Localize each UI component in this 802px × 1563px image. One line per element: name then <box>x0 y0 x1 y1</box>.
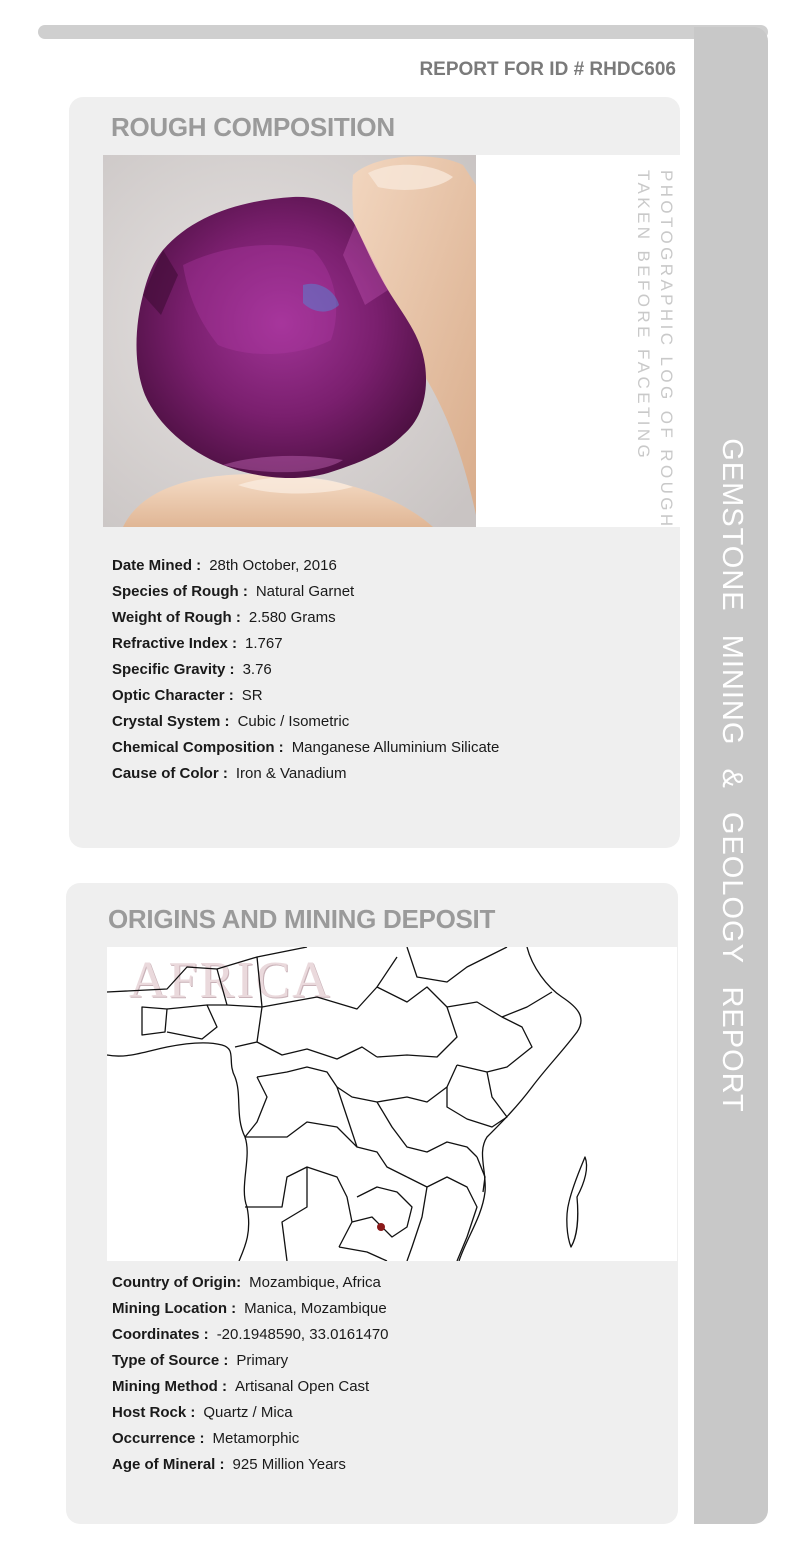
field-refractive-index <box>112 631 499 657</box>
side-title <box>694 27 768 1524</box>
field-label: Host Rock : <box>112 1404 196 1421</box>
origins-title: ORIGINS AND MINING DEPOSIT <box>108 904 496 934</box>
field-label: Type of Source : <box>112 1352 229 1369</box>
report-id-heading: REPORT FOR ID # RHDC606 <box>419 59 676 80</box>
field-species-of-rough <box>112 579 499 605</box>
country-border <box>407 1177 477 1261</box>
country-border <box>245 1077 267 1137</box>
country-border <box>339 1247 387 1261</box>
field-value: Quartz / Mica <box>203 1404 293 1421</box>
field-weight-of-rough <box>112 605 499 631</box>
field-value: Manganese Alluminium Silicate <box>291 739 500 756</box>
gem-photo-illustration <box>103 155 476 527</box>
field-label: Mining Method : <box>112 1378 227 1395</box>
field-value: Artisanal Open Cast <box>234 1378 370 1395</box>
field-occurrence <box>112 1426 389 1452</box>
field-label: Country of Origin: <box>112 1274 242 1291</box>
field-label: Occurrence : <box>112 1430 205 1447</box>
origins-details-list <box>112 1270 389 1478</box>
photo-caption-line2: TAKEN BEFORE FACETING <box>634 170 653 462</box>
field-value: 1.767 <box>245 635 283 652</box>
country-border <box>142 1007 167 1035</box>
field-value: 925 Million Years <box>232 1456 346 1473</box>
madagascar-outline <box>567 1157 587 1247</box>
country-border <box>207 969 227 1005</box>
coastline <box>107 947 581 1261</box>
field-chemical-composition <box>112 735 499 761</box>
country-border <box>257 1065 457 1102</box>
country-border <box>167 1005 217 1039</box>
photo-caption <box>630 170 680 530</box>
field-label: Date Mined : <box>112 557 202 574</box>
country-border <box>107 947 307 992</box>
rough-details-list <box>112 553 499 787</box>
field-type-of-source <box>112 1348 389 1374</box>
field-label: Age of Mineral : <box>112 1456 225 1473</box>
country-border <box>407 1187 427 1261</box>
field-host-rock <box>112 1400 389 1426</box>
field-label: Specific Gravity : <box>112 661 235 678</box>
field-value: Primary <box>236 1352 289 1369</box>
country-border <box>377 987 457 1057</box>
field-country-of-origin <box>112 1270 389 1296</box>
field-age-of-mineral <box>112 1452 389 1478</box>
field-value: Manica, Mozambique <box>244 1300 387 1317</box>
field-value: -20.1948590, 33.0161470 <box>216 1326 389 1343</box>
photo-caption-line1: PHOTOGRAPHIC LOG OF ROUGH <box>657 170 676 530</box>
rough-gem-photo <box>103 155 476 527</box>
map-marker-dot <box>377 1223 385 1231</box>
rough-composition-title: ROUGH COMPOSITION <box>111 112 395 142</box>
field-value: Metamorphic <box>212 1430 300 1447</box>
field-label: Crystal System : <box>112 713 230 730</box>
side-title-text: GEMSTONE MINING & GEOLOGY REPORT <box>715 438 748 1113</box>
field-label: Coordinates : <box>112 1326 209 1343</box>
field-optic-character <box>112 683 499 709</box>
country-border <box>477 1157 485 1192</box>
map-label: AFRICA <box>129 952 332 1009</box>
field-cause-of-color <box>112 761 499 787</box>
country-border <box>502 992 552 1017</box>
field-value: 28th October, 2016 <box>209 557 337 574</box>
country-border <box>447 1002 532 1072</box>
country-border <box>337 1087 357 1147</box>
field-label: Species of Rough : <box>112 583 248 600</box>
country-border <box>447 1072 507 1127</box>
field-value: SR <box>241 687 263 704</box>
field-value: 2.580 Grams <box>248 609 336 626</box>
field-coordinates <box>112 1322 389 1348</box>
field-value: Mozambique, Africa <box>249 1274 381 1291</box>
field-value: Iron & Vanadium <box>235 765 347 782</box>
africa-map <box>107 947 677 1261</box>
field-label: Optic Character : <box>112 687 234 704</box>
country-border <box>262 957 397 1009</box>
field-crystal-system <box>112 709 499 735</box>
field-value: 3.76 <box>242 661 272 678</box>
field-date-mined <box>112 553 499 579</box>
field-value: Natural Garnet <box>255 583 355 600</box>
field-label: Cause of Color : <box>112 765 228 782</box>
field-mining-method <box>112 1374 389 1400</box>
field-label: Weight of Rough : <box>112 609 241 626</box>
country-border <box>245 1122 407 1177</box>
country-border <box>407 947 507 982</box>
africa-map-outline <box>107 947 677 1261</box>
country-border <box>377 1102 477 1157</box>
field-label: Chemical Composition : <box>112 739 284 756</box>
top-banner-bar <box>38 25 768 39</box>
field-label: Mining Location : <box>112 1300 237 1317</box>
country-border <box>235 1007 262 1047</box>
country-border <box>257 1042 377 1059</box>
field-value: Cubic / Isometric <box>237 713 350 730</box>
field-mining-location <box>112 1296 389 1322</box>
country-border <box>245 1167 352 1247</box>
field-specific-gravity <box>112 657 499 683</box>
field-label: Refractive Index : <box>112 635 238 652</box>
